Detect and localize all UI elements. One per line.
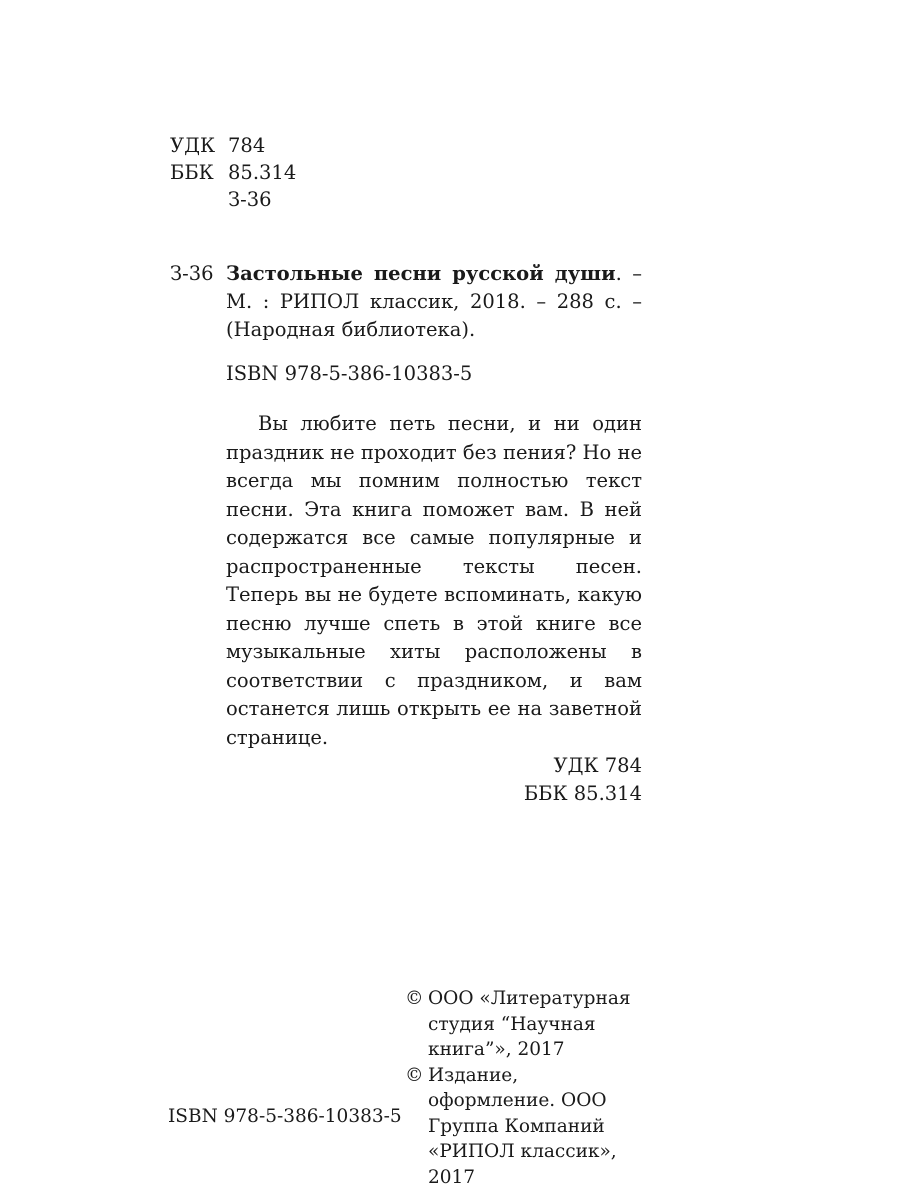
bbk-value: 85.314 (228, 161, 297, 184)
bbk-row (170, 159, 296, 186)
copyright-text: ООО «Литературная студия “Научная книга”», 2017 (428, 988, 631, 1060)
entry-author-sign: З-36 (170, 262, 214, 285)
bbk-label: ББК (170, 161, 214, 184)
classification-block (170, 132, 296, 213)
copyright-notice-studio (405, 986, 650, 1063)
copyright-notice-publisher (405, 1063, 650, 1191)
copyright-block (405, 986, 650, 1190)
book-title: Застольные песни русской души (226, 262, 616, 285)
copyright-symbol: © (405, 988, 424, 1009)
annotation-block (226, 410, 642, 808)
entry-description (226, 260, 642, 344)
udk-label: УДК (170, 134, 216, 157)
udk-value: 784 (228, 134, 266, 157)
annotation-classification (226, 752, 642, 808)
annotation-bbk: ББК 85.314 (523, 782, 642, 805)
udk-row (170, 132, 296, 159)
annotation-text: Вы любите петь песни, и ни один праздник не проходит без пения? Но не всегда мы помним полностью текст песни. Эта книга поможет вам. В ней содержатся все самые популярные и распространенные тексты песен. Теперь вы не будете вспоминать, какую песню лучше спеть в этой книге все музыкальные хиты расположены в соответствии с праздником, и вам останется лишь открыть ее на заветной странице. (226, 412, 642, 749)
author-sign-row (170, 186, 296, 213)
isbn-line: ISBN 978-5-386-10383-5 (226, 362, 473, 385)
copyright-symbol: © (405, 1064, 424, 1086)
copyright-text: Издание, оформление. ООО Группа Компаний «РИПОЛ классик», 2017 (428, 1064, 617, 1188)
author-sign: З-36 (228, 188, 272, 211)
publication-details: . – М. : РИПОЛ классик, 2018. – 288 с. – (Народная библиотека). (226, 262, 642, 341)
annotation-udk: УДК 784 (553, 754, 642, 777)
bibliographic-entry (170, 260, 642, 344)
isbn-bottom: ISBN 978-5-386-10383-5 (168, 1106, 402, 1127)
